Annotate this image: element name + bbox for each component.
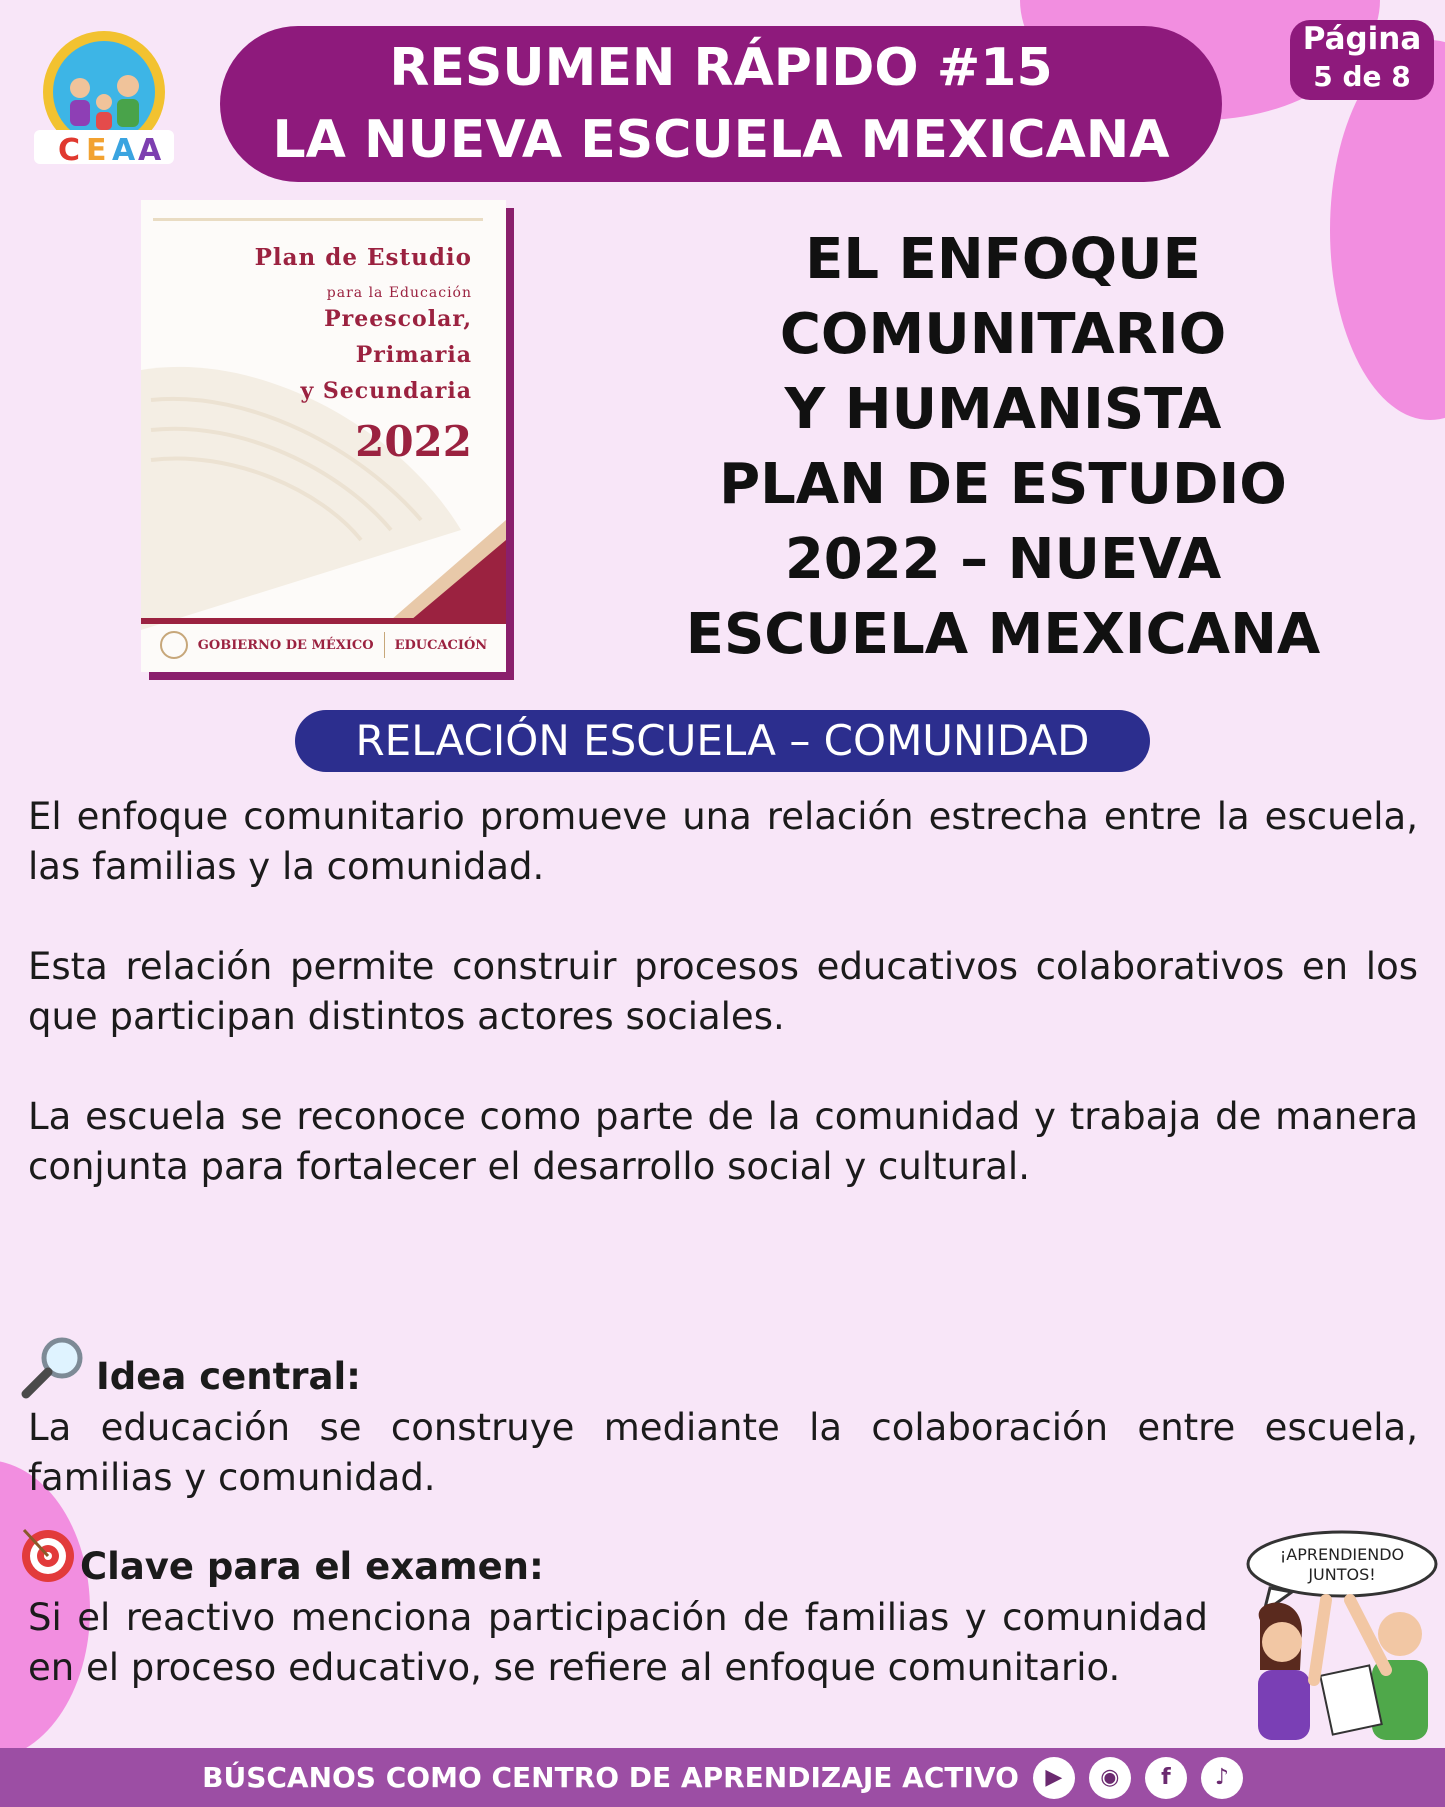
cover-footer-edu: EDUCACIÓN (394, 637, 488, 653)
plan-de-estudio-cover (141, 200, 506, 672)
main-heading (648, 222, 1358, 672)
bubble-line-2: JUNTOS! (1308, 1565, 1376, 1584)
svg-text:A: A (138, 133, 162, 168)
cover-level-2: Primaria (355, 342, 472, 368)
svg-text:A: A (112, 133, 136, 168)
cover-year: 2022 (355, 417, 472, 466)
footer-bar (0, 1748, 1445, 1807)
heading-line: ESCUELA MEXICANA (685, 602, 1321, 667)
cover-level-1: Preescolar, (324, 306, 472, 332)
mexico-seal-icon (160, 631, 188, 659)
summary-title-line1: RESUMEN RÁPIDO #15 (389, 38, 1053, 98)
clave-text: Si el reactivo menciona participación de familias y comunidad en el proceso educativo, se refiere al enfoque comunitario. (28, 1596, 1208, 1689)
tiktok-icon[interactable]: ♪ (1201, 1757, 1243, 1799)
idea-central-text: La educación se construye mediante la colaboración entre escuela, familias y comunidad. (28, 1406, 1418, 1499)
cover-subtitle: para la Educación (326, 285, 472, 301)
bubble-line-1: ¡APRENDIENDO (1279, 1545, 1405, 1564)
cover-footer-divider (384, 632, 385, 658)
heading-line: 2022 – NUEVA (784, 527, 1222, 592)
target-icon (18, 1524, 78, 1584)
page-label: Página (1302, 21, 1422, 57)
mascot-illustration (1230, 1530, 1440, 1745)
section-title: RELACIÓN ESCUELA – COMUNIDAD (295, 710, 1150, 772)
paragraph-1: El enfoque comunitario promueve una relación estrecha entre la escuela, las familias y la comunidad. (28, 795, 1418, 888)
heading-line: EL ENFOQUE (805, 227, 1201, 292)
page-number: 5 de 8 (1313, 60, 1411, 93)
idea-central-title: Idea central: (96, 1355, 361, 1398)
heading-line: COMUNITARIO (779, 302, 1227, 367)
cover-level-3: y Secundaria (300, 378, 472, 404)
page-indicator (1290, 20, 1434, 100)
cover-footer (141, 618, 506, 672)
paragraph-3: La escuela se reconoce como parte de la comunidad y trabaja de manera conjunta para fortalecer el desarrollo social y cultural. (28, 1095, 1418, 1188)
summary-title-line2: LA NUEVA ESCUELA MEXICANA (272, 110, 1170, 170)
cover-title: Plan de Estudio (254, 244, 472, 271)
instagram-icon[interactable]: ◉ (1089, 1757, 1131, 1799)
heading-line: Y HUMANISTA (784, 377, 1222, 442)
magnifier-icon (20, 1334, 90, 1400)
summary-title-banner (220, 26, 1222, 182)
cover-footer-gov: GOBIERNO DE MÉXICO (197, 637, 374, 653)
heading-line: PLAN DE ESTUDIO (719, 452, 1287, 517)
youtube-icon[interactable]: ▶ (1033, 1757, 1075, 1799)
facebook-icon[interactable]: f (1145, 1757, 1187, 1799)
logo-letter: C (58, 133, 81, 168)
footer-text: BÚSCANOS COMO CENTRO DE APRENDIZAJE ACTIVO (202, 1761, 1019, 1794)
paragraph-2: Esta relación permite construir procesos educativos colaborativos en los que participan distintos actores sociales. (28, 945, 1418, 1038)
ceaa-logo (28, 30, 180, 170)
clave-title: Clave para el examen: (80, 1545, 544, 1588)
svg-text:E: E (86, 133, 107, 168)
